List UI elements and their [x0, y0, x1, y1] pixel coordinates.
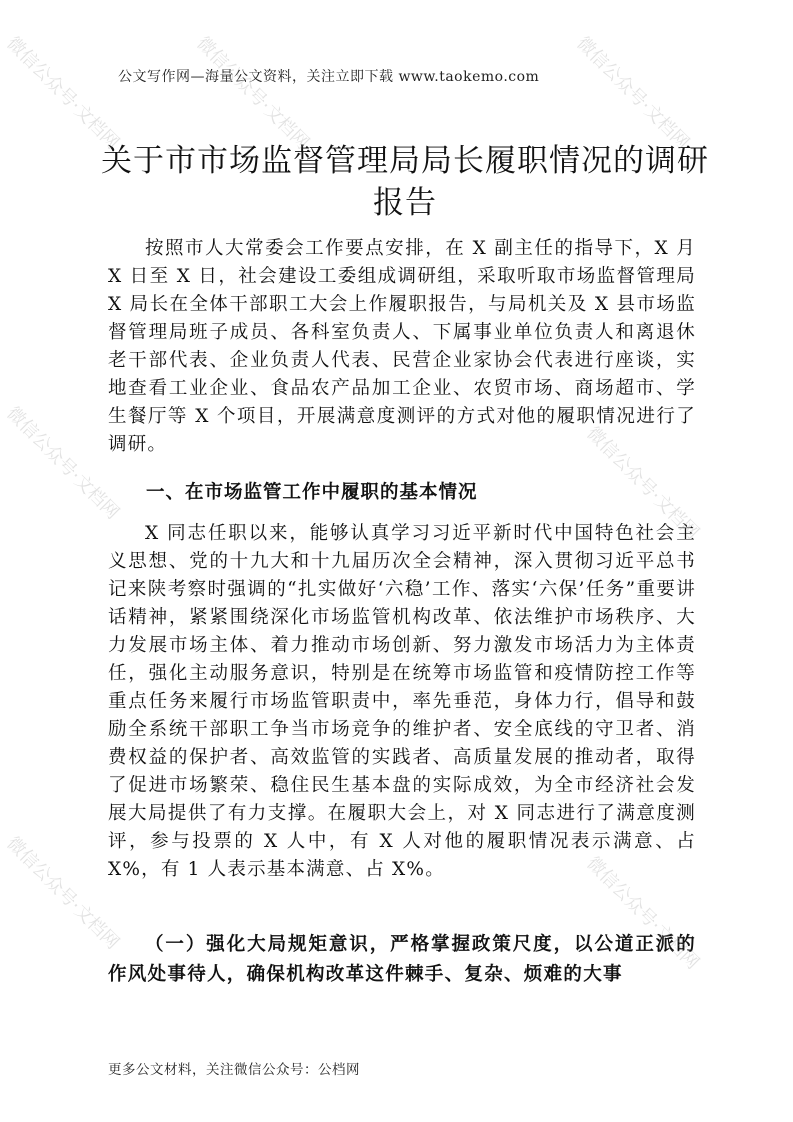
watermark: 微信公众号·文档网 — [582, 852, 704, 974]
paragraph-intro: 按照市人大常委会工作要点安排，在 X 副主任的指导下，X 月 X 日至 X 日，社会建设工委组成调研组，采取听取市场监督管理局 X 局长在全体干部职工大会上作履职报告，与局机关及 X 县市场监督管理局班子成员、各科室负责人、下属事业单位负责人和离退休老干部代表、企业负责人代表、民营企业家协会代表进行座谈，实地查看工业企业、食品农产品加工企业、农贸市场、商场超市、学生餐厅等 X 个项目，开展满意度测评的方式对他的履职情况进行了调研。 — [108, 238, 696, 455]
page-footer: 更多公文材料，关注微信公众号：公档网 — [108, 1062, 360, 1078]
section-heading-1: 一、在市场监管工作中履职的基本情况 — [146, 482, 478, 503]
watermark: 微信公众号·文档网 — [192, 32, 314, 154]
watermark: 微信公众号·文档网 — [582, 422, 704, 544]
watermark: 微信公众号·文档网 — [2, 32, 124, 154]
watermark: 微信公众号·文档网 — [2, 402, 124, 524]
paragraph-basic-situation: X 同志任职以来，能够认真学习习近平新时代中国特色社会主义思想、党的十九大和十九届历次全会精神，深入贯彻习近平总书记来陕考察时强调的“扎实做好‘六稳’工作、落实‘六保’任务”重要讲话精神，紧紧围绕深化市场监管机构改革、依法维护市场秩序、大力发展市场主体、着力推动市场创新、努力激发市场活力为主体责任，强化主动服务意识，特别是在统筹市场监管和疫情防控工作等重点任务来履行市场监管职责中，率先垂范，身体力行，倡导和鼓励全系统干部职工争当市场竞争的维护者、安全底线的守卫者、消费权益的保护者、高效监管的实践者、高质量发展的推动者，取得了促进市场繁荣、稳住民生基本盘的实际成效，为全市经济社会发展大局提供了有力支撑。在履职大会上，对 X 同志进行了满意度测评，参与投票的 X 人中，有 X 人对他的履职情况表示满意、占 X%，有 1 人表示基本满意、占 X%。 — [108, 523, 696, 880]
subsection-heading-1: （一）强化大局规矩意识，严格掌握政策尺度，以公道正派的作风处事待人，确保机构改革这件棘手、复杂、烦难的大事 — [108, 934, 696, 985]
watermark: 微信公众号·文档网 — [2, 832, 124, 954]
watermark: 微信公众号·文档网 — [572, 32, 694, 154]
document-title: 关于市市场监督管理局局长履职情况的调研报告 — [101, 143, 709, 221]
page-header: 公文写作网—海量公文资料，关注立即下载 www.taokemo.com — [118, 69, 540, 85]
